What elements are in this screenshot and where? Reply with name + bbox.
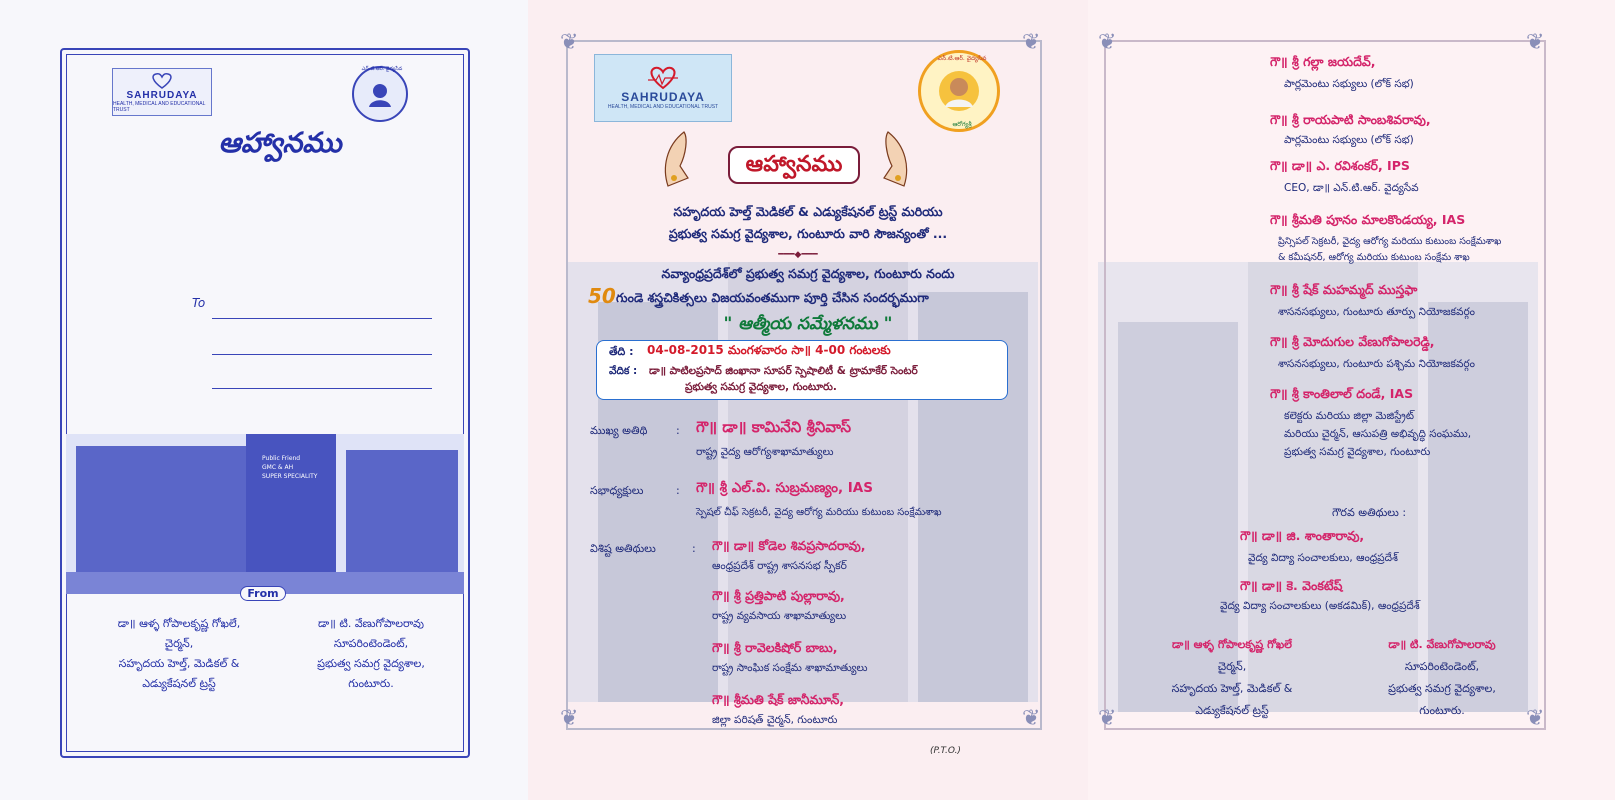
corner-flourish-icon: ❦ [1098, 706, 1117, 731]
signatory-line: సహృదయ హెల్త్, మెడికల్ & [1171, 682, 1293, 695]
signatory-name: డా॥ టి. వేణుగోపాలరావు [1388, 638, 1496, 651]
guest-name: గౌ॥ శ్రీ మోదుగుల వేణుగోపాలరెడ్డి, [1270, 334, 1435, 349]
colon: : [676, 424, 680, 437]
envelope-title: ఆహ్వానము [218, 126, 342, 159]
guest-role: రాష్ట్ర వ్యవసాయ శాఖామాత్యులు [712, 610, 847, 622]
venue-line-1: డా॥ పాటిలప్రసాద్ జింఖానా సూపర్ స్పెషాలిటీ & ట్రామాకేర్ సెంటర్ [649, 365, 918, 377]
guest-name: గౌ॥ శ్రీమతి షేక్ జానీమూన్, [712, 692, 845, 707]
guest-name: గౌ॥ శ్రీ కాంతిలాల్ దండే, IAS [1270, 386, 1414, 401]
honour-guests-label: గౌరవ అతిథులు : [1332, 506, 1407, 519]
corner-flourish-icon: ❦ [1526, 706, 1545, 731]
guest-role: CEO, డా॥ ఎన్.టి.ఆర్. వైద్యసేవ [1284, 182, 1419, 194]
guest-name: గౌ॥ శ్రీ రాయపాటి సాంబశివరావు, [1270, 112, 1431, 127]
date-value: 04-08-2015 మంగళవారం సా॥ 4-00 గంటలకు [647, 343, 891, 357]
guest-role-continued: ప్రభుత్వ సమగ్ర వైద్యశాల, గుంటూరు [1284, 446, 1431, 458]
chief-guest-name: గౌ॥ డా॥ కామినేని శ్రీనివాస్ [696, 418, 852, 436]
intro-line-2: ప్రభుత్వ సమగ్ర వైద్యశాల, గుంటూరు వారి సౌజన్యంతో ... [668, 226, 948, 241]
president-name: గౌ॥ శ్రీ ఎల్.వి. సుబ్రమణ్యం, IAS [696, 480, 873, 496]
namaste-hand-left-icon [658, 128, 702, 188]
signatory-line: ప్రభుత్వ సమగ్ర వైద్యశాల, [1388, 682, 1496, 695]
invite2-right-signatory [1344, 634, 1540, 722]
sahrudaya-logo [112, 68, 212, 116]
guest-name: గౌ॥ శ్రీ షేక్ మహమ్మద్ ముస్తఫా [1270, 282, 1418, 297]
guest-role: ఆంధ్రప్రదేశ్ రాష్ట్ర శాసనసభ స్పీకర్ [712, 560, 847, 572]
ntr-vaidyaseva-seal [352, 66, 408, 122]
guest-role-continued: & కమీషనర్, ఆరోగ్య మరియు కుటుంబ సంక్షేమ శాఖ [1278, 252, 1470, 263]
envelope-panel [0, 0, 528, 800]
guest-role-continued: మరియు చైర్మన్, ఆసుపత్రి అభివృద్ధి సంఘము, [1284, 428, 1472, 440]
guest-role: పార్లమెంటు సభ్యులు (లోక్ సభ) [1284, 134, 1414, 146]
portrait-icon [365, 79, 395, 109]
corner-flourish-icon: ❦ [1022, 30, 1041, 55]
logo-tagline: HEALTH, MEDICAL AND EDUCATIONAL TRUST [113, 100, 206, 113]
logo-name: SAHRUDAYA [126, 89, 198, 101]
hospital-building-image [66, 434, 464, 594]
building-sign: Public Friend GMC & AH SUPER SPECIALITY [262, 455, 318, 480]
signatory-line: సూపరింటెండెంట్, [1404, 660, 1480, 673]
signatory-line: ఎడ్యుకేషనల్ ట్రస్ట్ [142, 677, 216, 690]
president-label: సభాధ్యక్షులు [590, 484, 644, 497]
address-line-2 [212, 354, 432, 355]
pto-note: (P.T.O.) [930, 746, 961, 756]
envelope-right-signatory [286, 614, 456, 694]
fifty-count: 50 [588, 284, 616, 308]
invitation-page-1 [528, 0, 1088, 800]
to-label: To [192, 296, 206, 310]
address-line-1 [212, 318, 432, 319]
signatory-line: ప్రభుత్వ సమగ్ర వైద్యశాల, [317, 657, 425, 670]
special-guests-label: విశిష్ట అతిథులు [590, 542, 656, 555]
corner-flourish-icon: ❦ [1098, 30, 1117, 55]
honour-guest-role: వైద్య విద్యా సంచాలకులు (అకడమిక్), ఆంధ్రప్రదేశ్ [1220, 600, 1420, 612]
signatory-line: ఎడ్యుకేషనల్ ట్రస్ట్ [1195, 704, 1269, 717]
occasion-line-1: నవ్యాంధ్రప్రదేశ్‌లో ప్రభుత్వ సమగ్ర వైద్యశాల, గుంటూరు నందు [661, 266, 955, 281]
date-label: తేది : [609, 345, 634, 358]
logo-tagline: HEALTH, MEDICAL AND EDUCATIONAL TRUST [607, 104, 719, 110]
seal-top-text: ఎన్.టి.ఆర్. వైద్యసేవ [937, 55, 987, 62]
guest-name: గౌ॥ డా॥ ఎ. రవిశంకర్, IPS [1270, 158, 1410, 173]
signatory-name: డా॥ ఆళ్ళ గోపాలకృష్ణ గోఖలే [1172, 638, 1292, 651]
signatory-line: గుంటూరు. [348, 677, 394, 690]
guest-name: గౌ॥ శ్రీ గల్లా జయదేవ్, [1270, 54, 1376, 69]
honour-guest-name: గౌ॥ డా॥ జి. శాంతారావు, [1240, 528, 1365, 543]
guest-role: రాష్ట్ర సాంఘిక సంక్షేమ శాఖామాత్యులు [712, 662, 868, 674]
logo-name: SAHRUDAYA [621, 90, 705, 104]
colon: : [676, 484, 680, 497]
date-venue-box [596, 340, 1008, 400]
guest-name: గౌ॥ డా॥ కోడెల శివప్రసాదరావు, [712, 538, 866, 553]
president-role: స్పెషల్ చీఫ్ సెక్రటరీ, వైద్య ఆరోగ్య మరియు కుటుంబ సంక్షేమశాఖ [696, 507, 942, 518]
signatory-name: డా॥ టి. వేణుగోపాలరావు [318, 617, 424, 630]
venue-line-2: ప్రభుత్వ సమగ్ర వైద్యశాల, గుంటూరు. [685, 381, 837, 393]
seal-bottom-text: ఆరోగ్యశ్రీ [952, 121, 972, 128]
corner-flourish-icon: ❦ [1022, 706, 1041, 731]
sahrudaya-logo [594, 54, 732, 122]
heart-icon [646, 66, 680, 90]
guest-name: గౌ॥ శ్రీ రావెలకిషోర్ బాబు, [712, 640, 838, 655]
intro-line-1: సహృదయ హెల్త్ మెడికల్ & ఎడ్యుకేషనల్ ట్రస్ట్ మరియు [673, 204, 943, 219]
invite-title: ఆహ్వానము [728, 146, 860, 184]
signatory-line: చైర్మన్, [1217, 660, 1247, 673]
guest-role: ప్రిన్సిపల్ సెక్రటరీ, వైద్య ఆరోగ్య మరియు కుటుంబ సంక్షేమశాఖ [1278, 236, 1502, 247]
corner-flourish-icon: ❦ [1526, 30, 1545, 55]
chief-guest-role: రాష్ట్ర వైద్య ఆరోగ్యశాఖామాత్యులు [696, 446, 834, 458]
invite2-left-signatory [1122, 634, 1342, 722]
colon: : [692, 542, 696, 555]
ntr-vaidyaseva-seal [918, 50, 1000, 132]
corner-flourish-icon: ❦ [560, 706, 579, 731]
signatory-line: గుంటూరు. [1419, 704, 1465, 717]
guest-role: కలెక్టరు మరియు జిల్లా మెజిస్ట్రేట్ [1284, 410, 1414, 422]
guest-name: గౌ॥ శ్రీ ప్రత్తిపాటి పుల్లారావు, [712, 588, 845, 603]
guest-role: శాసనసభ్యులు, గుంటూరు తూర్పు నియోజకవర్గం [1278, 306, 1475, 318]
seal-text: ఎన్.టి.ఆర్. వైద్యసేవ [361, 66, 403, 72]
signatory-line: సూపరింటెండెంట్, [333, 637, 409, 650]
from-label: From [240, 586, 286, 601]
signatory-name: డా॥ ఆళ్ళ గోపాలకృష్ణ గోఖలే, [117, 617, 241, 630]
guest-role: శాసనసభ్యులు, గుంటూరు పశ్చిమ నియోజకవర్గం [1278, 358, 1475, 370]
occasion-line-2: గుండె శస్త్రచికిత్సలు విజయవంతముగా పూర్తి చేసిన సందర్భముగా [616, 290, 929, 305]
guest-role: పార్లమెంటు సభ్యులు (లోక్ సభ) [1284, 78, 1414, 90]
event-name: " ఆత్మీయ సమ్మేళనము " [723, 314, 893, 334]
envelope-left-signatory [84, 614, 274, 694]
guest-role: జిల్లా పరిషత్ చైర్మన్, గుంటూరు [712, 714, 838, 726]
invitation-page-2 [1088, 0, 1615, 800]
corner-flourish-icon: ❦ [560, 30, 579, 55]
honour-guest-name: గౌ॥ డా॥ కె. వెంకటేష్ [1240, 578, 1343, 593]
portrait-icon [937, 69, 981, 113]
address-line-3 [212, 388, 432, 389]
heart-icon [149, 72, 175, 90]
venue-label: వేదిక : [609, 365, 638, 377]
honour-guest-role: వైద్య విద్యా సంచాలకులు, ఆంధ్రప్రదేశ్ [1248, 552, 1398, 564]
chief-guest-label: ముఖ్య అతిథి [590, 424, 648, 437]
signatory-line: చైర్మన్, [164, 637, 194, 650]
divider-ornament: ━━━◆━━━ [778, 250, 818, 260]
signatory-line: సహృదయ హెల్త్, మెడికల్ & [118, 657, 240, 670]
guest-name: గౌ॥ శ్రీమతి పూనం మాలకొండయ్య, IAS [1270, 212, 1466, 227]
namaste-hand-right-icon [870, 128, 914, 188]
